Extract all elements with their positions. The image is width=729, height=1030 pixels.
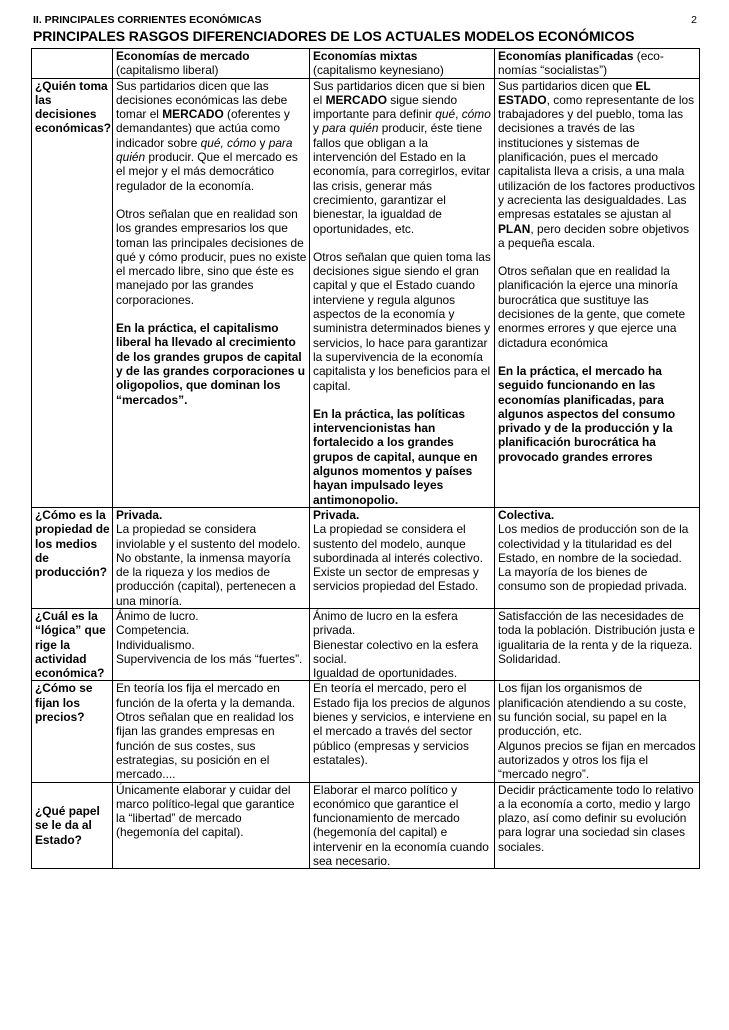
paragraph [116, 79, 307, 193]
column-label: Economías planificadas [498, 49, 634, 63]
cell-text: Otros señalan que en realidad los fijan las grandes empresas en función de sus costes, sus estrategias, su posición en el mercado.... [116, 710, 294, 782]
column-label: Economías mixtas [313, 49, 418, 63]
cell-mercado [113, 681, 310, 782]
paragraph: Otros señalan que quien toma las decisiones sigue siendo el gran capital y que el Estado cuando interviene y regula algunos aspectos de la economía y suministra determinados bienes y servicios, lo hace para garantizar la supervivencia de la economía capitalista y los beneficios para el capital. [313, 249, 491, 393]
table-row-state-role [32, 782, 700, 869]
table-header-row [32, 49, 700, 79]
cell-mixtas [310, 608, 495, 680]
cell-text: Algunos precios se fijan en mercados autorizados y otros los fija el “mercado negro”. [498, 738, 696, 782]
paragraph-bold: En la práctica, el mercado ha seguido funcionando en las economías planificadas, para algunos aspectos del consumo privado y de la producción y la planificación burocrática ha provocado grandes errores [498, 363, 676, 464]
cell-mixtas [310, 681, 495, 782]
cell-mixtas [310, 78, 495, 507]
row-label: ¿Cómo se fijan los precios? [32, 681, 113, 782]
emphasis: PLAN [498, 221, 531, 236]
list-item: Igualdad de oportunidades. [313, 666, 458, 681]
cell-mercado [113, 608, 310, 680]
text: Sus partidarios dicen que [498, 78, 636, 93]
cell-planificadas: Decidir prácticamente todo lo relativo a la economía a corto, medio y largo plazo, así como definir su evolución para lograr una sociedad sin clases sociales. [495, 782, 700, 869]
paragraph [313, 79, 492, 236]
text: Sus partidarios dicen que si bien el [313, 78, 485, 107]
comparison-table [31, 48, 700, 869]
cell-mixtas [310, 507, 495, 608]
cell-heading: Privada. [313, 507, 360, 522]
cell-planificadas [495, 681, 700, 782]
cell-planificadas [495, 507, 700, 608]
column-header-mercado [113, 49, 310, 79]
cell-planificadas [495, 78, 700, 507]
cell-text: La mayoría de los bienes de consumo son de propiedad privada. [498, 565, 688, 594]
cell-heading: Privada. [116, 507, 163, 522]
italic: qué, cómo [200, 135, 257, 150]
emphasis: EL ESTADO [498, 78, 651, 107]
column-header-mixtas [310, 49, 495, 79]
paragraph-bold: En la práctica, las políticas intervencionistas han fortalecido a los grandes grupos de capital, aunque en algunos momentos y países hayan impulsado leyes antimonopolio. [313, 406, 478, 507]
column-header-planificadas [495, 49, 700, 79]
paragraph-bold: En la práctica, el capitalismo liberal ha llevado al crecimiento de los grandes grupos de capital y de las grandes corporaciones u oligopolios, que dominan los “mercados”. [116, 321, 305, 407]
cell-text: La propiedad se considera el sustento del modelo, aunque subordinada al interés colectivo. [313, 522, 483, 565]
text: producir. Que el mercado es el mejor y el más democrático regulador de la economía. [116, 150, 298, 193]
row-label: ¿Qué papel se le da al Estado? [32, 782, 113, 869]
italic: para quién [322, 121, 379, 136]
text: , como representante de los trabajadores y del pueblo, toma las decisiones a través de las instituciones y sistemas de planificación, pues el mercado capitalista lleva a crisis, a una mala utilización de los factores productivos y acrecienta las desigualdades. Las empresas estatales se ajustan al [498, 92, 695, 222]
table-row-prices [32, 681, 700, 782]
italic: qué [435, 107, 456, 122]
row-label: ¿Cuál es la “lógica” que rige la actividad económica? [32, 608, 113, 680]
page-title: PRINCIPALES RASGOS DIFERENCIADORES DE LOS ACTUALES MODELOS ECONÓMICOS [33, 28, 635, 44]
cell-mercado [113, 507, 310, 608]
cell-text: Existe un sector de empresas y servicios propiedad del Estado. [313, 565, 479, 594]
text: (oferentes y demandantes) que actúa como indicador sobre [116, 107, 290, 150]
text: y [313, 121, 323, 136]
text: y [256, 135, 269, 150]
cell-text: La propiedad se considera inviolable y el sustento del modelo. [116, 522, 301, 551]
list-item: Solidaridad. [498, 651, 561, 666]
cell-mixtas: Elaborar el marco político y económico que garantice el funcionamiento de mercado (hegemonía del capital) e intervenir en la economía cuando sea necesario. [310, 782, 495, 869]
column-label-tail: (eco- [633, 49, 664, 63]
list-item: Individualismo. [116, 637, 195, 652]
column-sublabel: (capitalismo liberal) [116, 63, 219, 78]
cell-text: Los medios de producción son de la colectividad y la titularidad es del Estado, en nombre de la sociedad. [498, 522, 689, 565]
list-item: Ánimo de lucro en la esfera privada. [313, 608, 458, 638]
column-label: Economías de mercado [116, 49, 250, 63]
list-item: Supervivencia de los más “fuertes”. [116, 651, 303, 666]
section-header: II. PRINCIPALES CORRIENTES ECONÓMICAS [33, 14, 262, 26]
emphasis: MERCADO [325, 92, 387, 107]
paragraph: Otros señalan que en realidad son los grandes empresarios los que toman las principales decisiones de qué y cómo producir, pues no existe el mercado libre, sino que éste es manejado por las grandes corporaciones. [116, 206, 307, 307]
cell-text: Los fijan los organismos de planificación atendiendo a su coste, su función social, su papel en la producción, etc. [498, 681, 687, 739]
table-row-who-decides [32, 78, 700, 507]
table-row-logic [32, 608, 700, 680]
list-item: Ánimo de lucro. [116, 608, 199, 623]
row-label: ¿Cómo es la propiedad de los medios de producción? [32, 507, 113, 608]
page-number: 2 [691, 14, 697, 26]
italic: cómo [461, 107, 491, 122]
text: producir, éste tiene fallos que obligan a la intervención del Estado en la economía, para corregirlos, evitar las crisis, generar más crecimiento, garantizar el bienestar, la igualdad de oportunidades, etc. [313, 121, 491, 236]
list-item: Competencia. [116, 623, 190, 638]
list-item: Bienestar colectivo en la esfera social. [313, 637, 479, 666]
column-sublabel: (capitalismo keynesiano) [313, 63, 444, 78]
cell-text: En teoría los fija el mercado en función de la oferta y la demanda. [116, 681, 296, 710]
cell-planificadas [495, 608, 700, 680]
text: , [455, 107, 462, 122]
cell-text: No obstante, la inmensa mayoría de la riqueza y los medios de producción (capital), pertenecen a una minoría. [116, 550, 296, 608]
emphasis: MERCADO [162, 107, 224, 122]
italic: para quién [116, 135, 293, 165]
row-label: ¿Quién toma las decisiones económicas? [32, 78, 113, 507]
list-item: Satisfacción de las necesidades de toda la población. Distribución justa e igualitaria de la renta y de la riqueza. [498, 608, 695, 652]
column-sublabel: nomías “socialistas”) [498, 63, 608, 78]
text: Sus partidarios dicen que las decisiones económicas las debe tomar el [116, 78, 288, 122]
paragraph [498, 79, 697, 251]
header-empty-cell [32, 49, 113, 79]
cell-mercado: Únicamente elaborar y cuidar del marco político-legal que garantice la “libertad” de mercado (hegemonía del capital). [113, 782, 310, 869]
text: sigue siendo importante para definir [313, 92, 458, 122]
cell-heading: Colectiva. [498, 507, 555, 522]
paragraph: Otros señalan que en realidad la planificación la ejerce una minoría burocrática que sustituye las decisiones de la gente, que comete enormes errores y que ejerce una dictadura económica [498, 264, 686, 350]
table-row-property [32, 507, 700, 608]
cell-mercado [113, 78, 310, 507]
cell-text: En teoría el mercado, pero el Estado fija los precios de algunos bienes y servicios, e interviene en el mercado a través del sector público (empresas y servicios estatales). [313, 681, 492, 767]
text: , pero deciden sobre objetivos a pequeña escala. [498, 221, 690, 250]
